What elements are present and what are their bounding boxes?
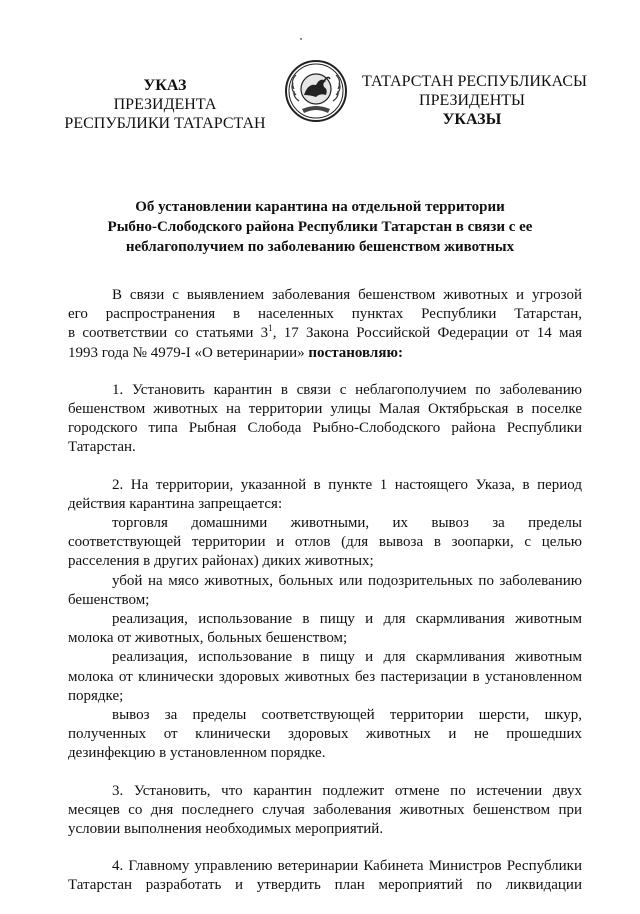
list-item-line: реализация, использование в пищу и для скармливания животным — [112, 649, 582, 666]
text-line: бешенством животных на территории улицы Малая Октябрьская в поселке — [68, 401, 582, 418]
text-fragment: в соответствии со статьями 3 — [68, 325, 269, 342]
decree-verb: постановляю — [308, 344, 398, 361]
header-left-russian — [62, 76, 268, 133]
list-item-line: убой на мясо животных, больных или подозрительных по заболеванию — [112, 572, 582, 589]
text-line: месяцев со дня последнего случая заболевания животных бешенством при — [68, 801, 582, 818]
list-item-line: порядке; — [68, 687, 124, 704]
text-line: Татарстан. — [68, 439, 136, 456]
text-line: В связи с выявлением заболевания бешенством животных и угрозой — [112, 287, 582, 303]
scan-speck — [300, 38, 302, 40]
list-item-line: торговля домашними животными, их вывоз за пределы — [112, 515, 582, 532]
list-item-line: молока от клинически здоровых животных без пастеризации в установленном — [68, 668, 582, 685]
paragraph-4 — [68, 857, 582, 895]
list-item-line: вывоз за пределы соответствующей территории шерсти, шкур, — [112, 707, 582, 724]
text-line: 1. Установить карантин в связи с неблагополучием по заболеванию — [112, 381, 582, 398]
text-line: городского типа Рыбная Слобода Рыбно-Слободского района Республики — [68, 420, 582, 437]
paragraph-1 — [68, 381, 582, 458]
paragraph-2 — [68, 476, 582, 764]
document-body — [68, 286, 582, 914]
header-left-line: РЕСПУБЛИКИ ТАТАРСТАН — [64, 115, 266, 132]
text-fragment: , 17 Закона Российской Федерации от 14 мая — [272, 325, 582, 342]
header-right-line: УКАЗЫ — [442, 111, 502, 128]
list-item-line: бешенством; — [68, 591, 150, 608]
superscript: 1 — [268, 323, 273, 334]
paragraph-3 — [68, 782, 582, 840]
tatarstan-coat-of-arms-icon — [284, 59, 348, 123]
text-line — [68, 324, 582, 343]
text-line: 2. На территории, указанной в пункте 1 настоящего Указа, в период — [112, 476, 582, 493]
list-item-line: расселения в других районах) диких животных; — [68, 553, 374, 570]
intro-paragraph — [68, 286, 582, 363]
text-line: его распространения в населенных пунктах Республики Татарстан, — [68, 306, 582, 323]
list-item-line: полученных от клинически здоровых животных и не прошедших — [68, 726, 582, 743]
title-line: неблагополучием по заболеванию бешенством животных — [125, 239, 515, 255]
text-line: 3. Установить, что карантин подлежит отмене по истечении двух — [112, 782, 582, 799]
header-right-line: ТАТАРСТАН РЕСПУБЛИКАСЫ — [362, 73, 587, 90]
text-fragment: 1993 года № 4979-I «О ветеринарии» — [68, 344, 309, 361]
document-title — [90, 197, 550, 257]
text-fragment: : — [397, 344, 403, 361]
text-line — [68, 344, 582, 363]
header-left-line: УКАЗ — [143, 77, 187, 94]
title-line: Об установлении карантина на отдельной территории — [135, 199, 505, 215]
header-right-tatar — [362, 72, 587, 129]
text-line: Татарстан разработать и утвердить план мероприятий по ликвидации — [68, 877, 582, 894]
text-line: условии выполнения необходимых мероприятий. — [68, 821, 384, 838]
header-left-line: ПРЕЗИДЕНТА — [113, 96, 217, 113]
list-item-line: реализация, использование в пищу и для скармливания животным — [112, 611, 582, 628]
list-item-line: молока от животных, больных бешенством; — [68, 630, 348, 647]
text-line: действия карантина запрещается: — [68, 495, 283, 512]
text-line: 4. Главному управлению ветеринарии Кабинета Министров Республики — [112, 858, 582, 875]
list-item-line: дезинфекцию в установленном порядке. — [68, 745, 326, 762]
title-line: Рыбно-Слободского района Республики Татарстан в связи с ее — [107, 219, 533, 235]
header-right-line: ПРЕЗИДЕНТЫ — [419, 92, 525, 109]
list-item-line: соответствующей территории и отлов (для вывоза в зоопарки, с целью — [68, 534, 582, 551]
